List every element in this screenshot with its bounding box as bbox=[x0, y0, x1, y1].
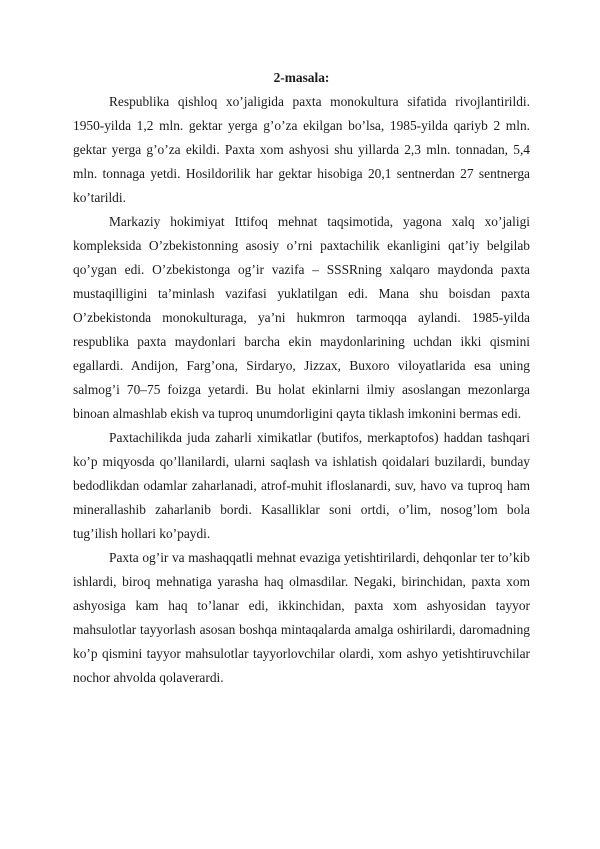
paragraph-central-government: Markaziy hokimiyat Ittifoq mehnat taqsimotida, yagona xalq xo’jaligi kompleksida O’zbekistonning asosiy o’rni paxtachilik ekanligini qat’iy belgilab qo’ygan edi. O’zbekistonga og’ir vazifa – SSSRning xalqaro maydonda paxta mustaqilligini ta’minlash vazifasi yuklatilgan edi. Mana shu boisdan paxta O’zbekistonda monokulturaga, ya’ni hukmron tarmoqqa aylandi. 1985-yilda respublika paxta maydonlari barcha ekin maydonlarining uchdan ikki qismini egallardi. Andijon, Farg’ona, Sirdaryo, Jizzax, Buxoro viloyatlarida esa uning salmog’i 70–75 foizga yetardi. Bu holat ekinlarni ilmiy asoslangan mezonlarga binoan almashlab ekish va tuproq unumdorligini qayta tiklash imkonini bermas edi. bbox=[73, 214, 530, 421]
document-page bbox=[73, 66, 530, 690]
document-heading: 2-masala: bbox=[273, 70, 330, 85]
paragraph-chemicals: Paxtachilikda juda zaharli ximikatlar (butifos, merkaptofos) haddan tashqari ko’p miqyosda qo’llanilardi, ularni saqlash va ishlatish qoidalari buzilardi, bunday bedodlikdan odamlar zaharlanadi, atrof-muhit ifloslanardi, suv, havo va tuproq ham minerallashib zaharlanib bordi. Kasalliklar soni ortdi, o’lim, nosog’lom bola tug’ilish hollari ko’paydi. bbox=[73, 430, 530, 541]
paragraph-cotton-monoculture: Respublika qishloq xo’jaligida paxta monokultura sifatida rivojlantirildi. 1950-yilda 1,2 mln. gektar yerga g’o’za ekilgan bo’lsa, 1985-yilda qariyb 2 mln. gektar yerga g’o’za ekildi. Paxta xom ashyosi shu yillarda 2,3 mln. tonnadan, 5,4 mln. tonnaga yetdi. Hosildorilik har gektar hisobiga 20,1 sentnerdan 27 sentnerga ko’tarildi. bbox=[73, 94, 530, 205]
paragraph-labor: Paxta og’ir va mashaqqatli mehnat evaziga yetishtirilardi, dehqonlar ter to’kib ishlardi, biroq mehnatiga yarasha haq olmasdilar. Negaki, birinchidan, paxta xom ashyosiga kam haq to’lanar edi, ikkinchidan, paxta xom ashyosidan tayyor mahsulotlar tayyorlash asosan boshqa mintaqalarda amalga oshirilardi, daromadning ko’p qismini tayyor mahsulotlar tayyorlovchilar olardi, xom ashyo yetishtiruvchilar nochor ahvolda qolaverardi. bbox=[73, 550, 530, 685]
